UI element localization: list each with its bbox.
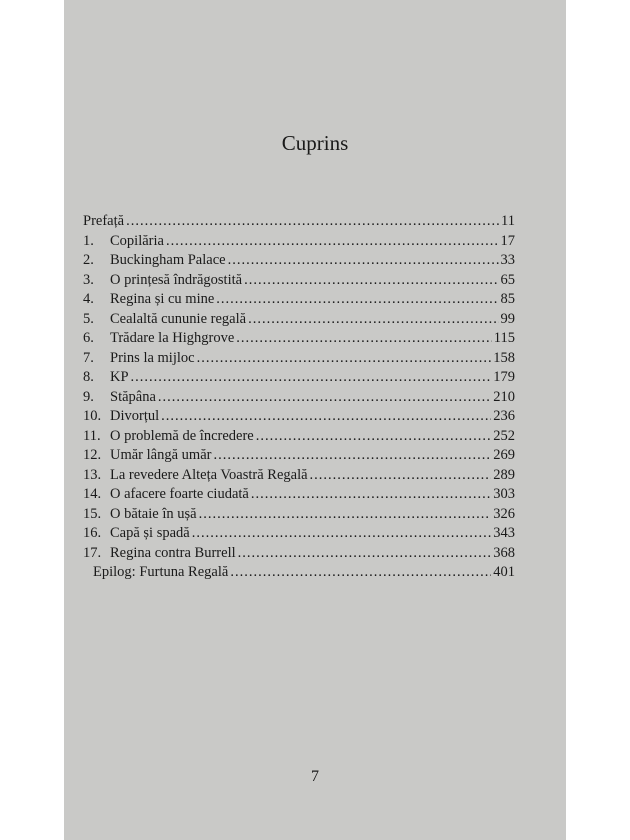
toc-entry-page: 368 <box>493 544 515 561</box>
toc-entry-page: 115 <box>493 330 515 346</box>
toc-entry-label: KP <box>110 369 129 385</box>
toc-entry <box>83 232 515 252</box>
dot-leader <box>131 368 492 388</box>
toc-entry-label: Divorțul <box>110 408 160 424</box>
page-number: 7 <box>311 768 319 785</box>
toc-entry-label: O problemă de încredere <box>110 427 254 444</box>
toc-entry-label: O prințesă îndrăgostită <box>110 271 243 288</box>
toc-entry <box>83 466 515 486</box>
dot-leader <box>161 407 491 427</box>
dot-leader <box>230 563 491 583</box>
toc-entry-label: Prefață <box>83 213 125 229</box>
toc-entry-label: Umăr lângă umăr <box>110 447 212 463</box>
dot-leader <box>238 544 492 564</box>
toc-entry-label: Cealaltă cununie regală <box>110 310 247 327</box>
dot-leader <box>166 232 499 252</box>
chapter-number: 6. <box>83 330 94 346</box>
toc-entry-page: 99 <box>500 310 515 327</box>
chapter-number: 16. <box>83 525 102 541</box>
dot-leader <box>244 271 498 291</box>
toc-entry-label: Epilog: Furtuna Regală <box>93 564 229 580</box>
toc-entry-page: 343 <box>493 525 515 541</box>
toc-entry-page: 269 <box>493 447 515 463</box>
toc-entry <box>83 407 515 427</box>
toc-entry-label: Capă și spadă <box>110 525 190 541</box>
toc-entry-label: Prins la mijloc <box>110 349 195 366</box>
toc-entry-page: 17 <box>500 232 515 249</box>
toc-entry-page: 65 <box>500 271 515 288</box>
toc-entry-preface <box>83 212 515 232</box>
toc-entry <box>83 251 515 271</box>
toc-entry-label: Copilăria <box>110 232 164 249</box>
dot-leader <box>310 466 492 486</box>
toc-entry <box>83 485 515 505</box>
chapter-number: 3. <box>83 271 94 288</box>
toc-entry <box>83 544 515 564</box>
dot-leader <box>236 329 491 349</box>
dot-leader <box>197 349 492 369</box>
toc-entry <box>83 524 515 544</box>
toc-entry-page: 289 <box>493 466 515 483</box>
toc-entry <box>83 427 515 447</box>
chapter-number: 11. <box>83 427 101 444</box>
toc-entry-epilogue <box>83 563 515 583</box>
dot-leader <box>126 212 499 232</box>
toc-entry <box>83 329 515 349</box>
chapter-number: 13. <box>83 466 102 483</box>
toc-entry-page: 326 <box>493 505 515 522</box>
dot-leader <box>228 251 499 271</box>
toc-entry <box>83 446 515 466</box>
toc-entry-page: 401 <box>493 564 515 580</box>
toc-entry-label: Regina contra Burrell <box>110 544 236 561</box>
chapter-number: 2. <box>83 252 94 268</box>
dot-leader <box>158 388 491 408</box>
dot-leader <box>251 485 491 505</box>
table-of-contents <box>83 212 515 583</box>
toc-entry-page: 11 <box>501 213 515 229</box>
chapter-number: 15. <box>83 505 102 522</box>
dot-leader <box>248 310 498 330</box>
toc-entry-page: 85 <box>500 291 515 307</box>
toc-entry-page: 210 <box>493 388 515 405</box>
book-page <box>64 0 566 840</box>
chapter-number: 12. <box>83 447 102 463</box>
toc-entry-page: 33 <box>500 252 515 268</box>
chapter-number: 9. <box>83 388 94 405</box>
toc-entry-label: O afacere foarte ciudată <box>110 486 249 502</box>
dot-leader <box>213 446 491 466</box>
toc-entry <box>83 368 515 388</box>
toc-entry <box>83 310 515 330</box>
toc-entry-page: 303 <box>493 486 515 502</box>
chapter-number: 10. <box>83 408 102 424</box>
toc-entry <box>83 271 515 291</box>
chapter-number: 4. <box>83 291 94 307</box>
toc-entry-page: 236 <box>493 408 515 424</box>
chapter-number: 1. <box>83 232 94 249</box>
chapter-number: 7. <box>83 349 94 366</box>
toc-entry-label: La revedere Alteța Voastră Regală <box>110 466 308 483</box>
toc-entry <box>83 349 515 369</box>
toc-entry <box>83 388 515 408</box>
chapter-number: 17. <box>83 544 102 561</box>
toc-entry-label: Regina și cu mine <box>110 291 215 307</box>
toc-entry-page: 179 <box>493 369 515 385</box>
toc-entry-label: O bătaie în ușă <box>110 505 197 522</box>
toc-entry-page: 252 <box>493 427 515 444</box>
toc-entry <box>83 505 515 525</box>
toc-entry-label: Buckingham Palace <box>110 252 226 268</box>
dot-leader <box>256 427 492 447</box>
toc-entry-label: Stăpâna <box>110 388 156 405</box>
chapter-number: 8. <box>83 369 94 385</box>
toc-entry <box>83 290 515 310</box>
chapter-number: 14. <box>83 486 102 502</box>
dot-leader <box>192 524 492 544</box>
chapter-number: 5. <box>83 310 94 327</box>
dot-leader <box>199 505 492 525</box>
dot-leader <box>216 290 498 310</box>
toc-entry-page: 158 <box>493 349 515 366</box>
page-title: Cuprins <box>281 131 349 155</box>
toc-entry-label: Trădare la Highgrove <box>110 330 235 346</box>
